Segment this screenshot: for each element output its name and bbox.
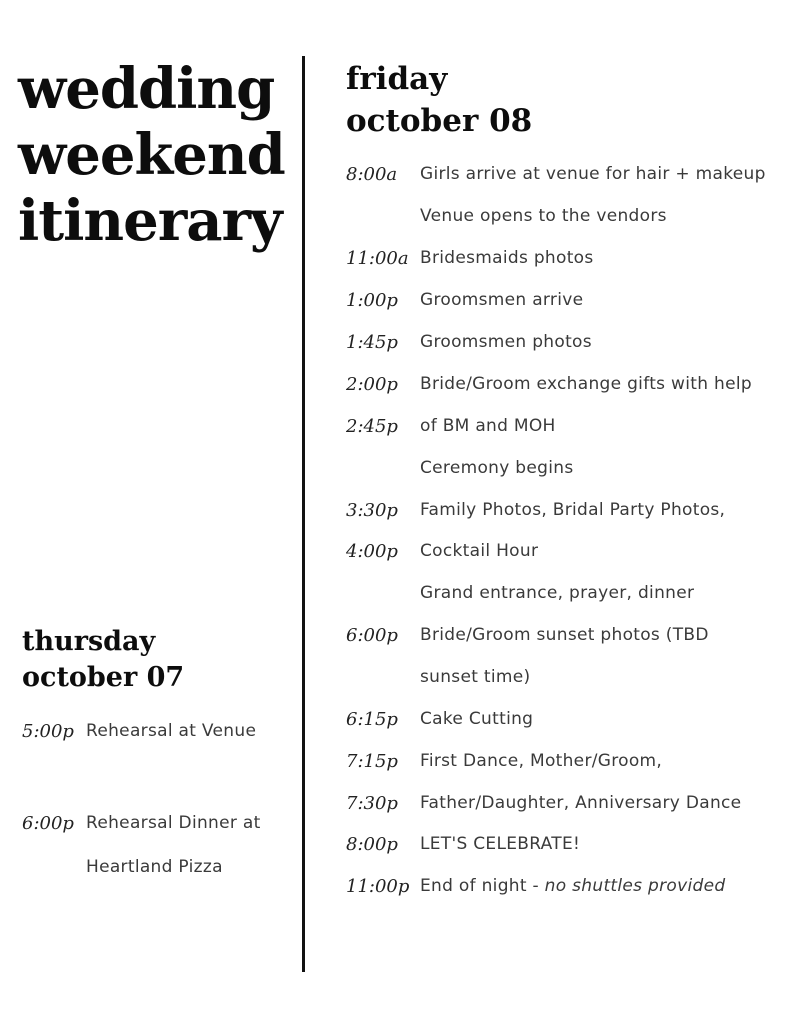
schedule-line: LET'S CELEBRATE! — [420, 834, 581, 854]
schedule-line: Girls arrive at venue for hair + makeup — [420, 164, 766, 184]
schedule-time: 3:30p — [346, 500, 398, 521]
schedule-time: 7:30p — [346, 793, 398, 814]
page-title — [18, 56, 298, 254]
title-line: wedding — [18, 56, 275, 122]
schedule-line: sunset time) — [420, 667, 531, 687]
title-line: itinerary — [18, 188, 282, 254]
schedule-line: Cocktail Hour — [420, 541, 539, 561]
schedule-line: Father/Daughter, Anniversary Dance — [420, 793, 742, 813]
schedule-time: 6:00p — [22, 813, 74, 834]
schedule-line: Bride/Groom exchange gifts with help — [420, 374, 752, 394]
schedule-line: Bride/Groom sunset photos (TBD — [420, 625, 709, 645]
schedule-time: 5:00p — [22, 721, 74, 742]
schedule-time: 1:00p — [346, 290, 398, 311]
schedule-time: 8:00a — [346, 164, 398, 185]
schedule-time: 6:15p — [346, 709, 398, 730]
day-date: october 07 — [22, 662, 185, 693]
day-name: thursday — [22, 626, 156, 657]
schedule-line: Family Photos, Bridal Party Photos, — [420, 500, 726, 520]
schedule-line: Cake Cutting — [420, 709, 534, 729]
title-line: weekend — [18, 122, 285, 188]
schedule-time: 2:45p — [346, 416, 398, 437]
schedule-time: 4:00p — [346, 541, 398, 562]
vertical-divider — [302, 56, 305, 972]
schedule-time: 1:45p — [346, 332, 398, 353]
day-name: friday — [346, 61, 448, 97]
schedule-time: 11:00a — [346, 248, 409, 269]
schedule-line: Bridesmaids photos — [420, 248, 594, 268]
schedule-line — [420, 876, 725, 896]
schedule-time: 11:00p — [346, 876, 410, 897]
schedule-time: 2:00p — [346, 374, 398, 395]
schedule-line: Rehearsal Dinner at — [86, 813, 261, 833]
schedule-note: no shuttles provided — [544, 876, 726, 896]
schedule-time: 7:15p — [346, 751, 398, 772]
thursday-heading — [22, 624, 184, 696]
schedule-line: Rehearsal at Venue — [86, 721, 257, 741]
schedule-line: Ceremony begins — [420, 458, 574, 478]
schedule-line: Venue opens to the vendors — [420, 206, 667, 226]
schedule-line: Grand entrance, prayer, dinner — [420, 583, 695, 603]
day-date: october 08 — [346, 103, 533, 139]
schedule-line: First Dance, Mother/Groom, — [420, 751, 663, 771]
schedule-line: Heartland Pizza — [86, 857, 223, 877]
schedule-time: 6:00p — [346, 625, 398, 646]
schedule-time: 8:00p — [346, 834, 398, 855]
schedule-line: Groomsmen photos — [420, 332, 592, 352]
friday-heading — [346, 58, 532, 142]
schedule-line-text: End of night - — [420, 876, 545, 896]
schedule-line: Groomsmen arrive — [420, 290, 584, 310]
schedule-line: of BM and MOH — [420, 416, 556, 436]
